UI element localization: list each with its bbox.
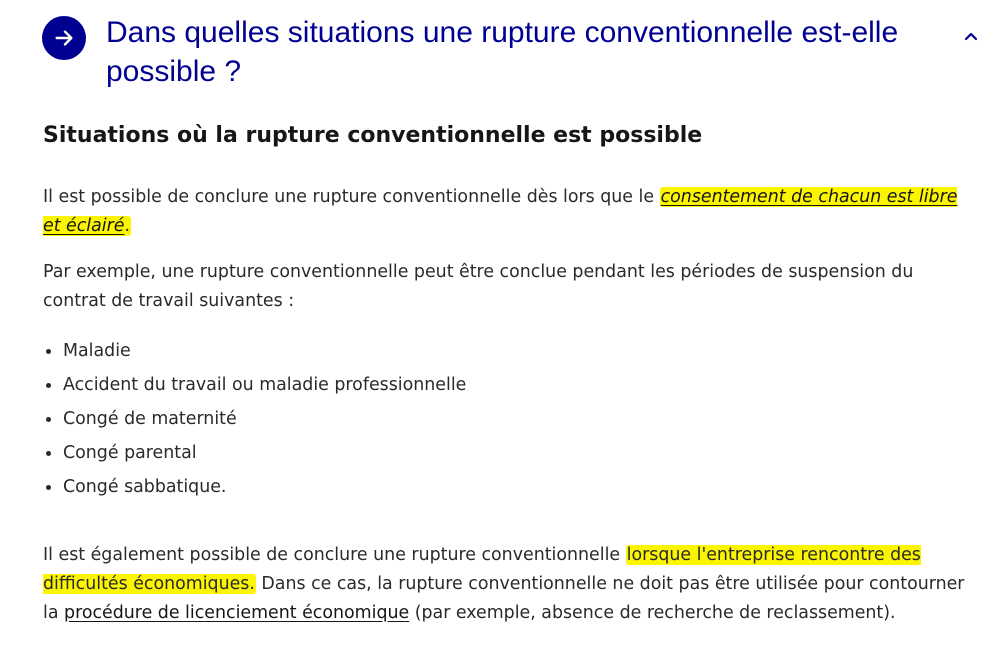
accordion-title[interactable]: Dans quelles situations une rupture conventionnelle est-elle possible ? xyxy=(106,16,899,88)
consent-paragraph-text: Il est possible de conclure une rupture conventionnelle dès lors que le xyxy=(43,187,660,207)
bullet-icon xyxy=(46,485,51,490)
arrow-right-icon xyxy=(42,16,86,60)
bullet-icon xyxy=(46,383,51,388)
bullet-icon xyxy=(46,349,51,354)
example-paragraph: Par exemple, une rupture conventionnelle peut être conclue pendant les périodes de suspension du contrat de travail suivantes : xyxy=(43,262,914,311)
consent-paragraph xyxy=(43,183,978,241)
bullet-icon xyxy=(46,417,51,422)
economic-paragraph-middle: Dans ce cas, la rupture conventionnelle ne doit pas être utilisée pour contourner la xyxy=(43,574,965,623)
economic-paragraph-end: (par exemple, absence de recherche de reclassement). xyxy=(409,603,896,623)
list-item: Congé parental xyxy=(43,436,466,470)
consent-link[interactable]: consentement de chacun est libre et éclairé xyxy=(43,187,958,236)
section-heading: Situations où la rupture conventionnelle est possible xyxy=(43,123,703,148)
licenciement-link[interactable]: procédure de licenciement économique xyxy=(64,603,410,623)
bullet-icon xyxy=(46,451,51,456)
list-item: Maladie xyxy=(43,334,466,368)
list-item: Congé sabbatique. xyxy=(43,470,466,504)
consent-paragraph-end: . xyxy=(124,216,131,236)
list-item: Congé de maternité xyxy=(43,402,466,436)
economic-highlight: lorsque l'entreprise rencontre des difficultés économiques. xyxy=(43,545,921,594)
list-item: Accident du travail ou maladie professionnelle xyxy=(43,368,466,402)
economic-paragraph-text: Il est également possible de conclure une rupture conventionnelle xyxy=(43,545,626,565)
accordion-header[interactable] xyxy=(42,8,988,90)
chevron-up-icon[interactable] xyxy=(961,26,981,46)
suspension-list xyxy=(43,334,466,504)
economic-paragraph xyxy=(43,541,978,628)
